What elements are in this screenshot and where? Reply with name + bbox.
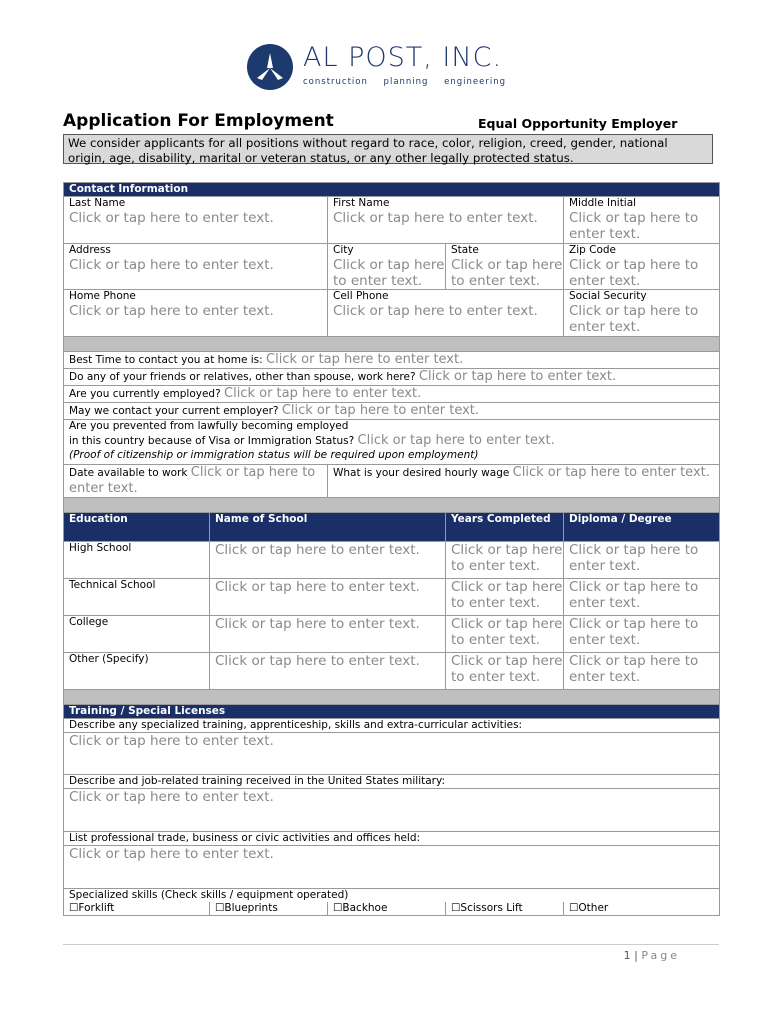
school-name-field[interactable]: Click or tap here to enter text.	[215, 542, 420, 558]
zip-label: Zip Code	[569, 244, 616, 256]
diploma-field[interactable]: Click or tap here to enter text.	[569, 616, 699, 648]
years-field[interactable]: Click or tap here to enter text.	[451, 542, 563, 574]
diploma-header: Diploma / Degree	[564, 513, 720, 542]
training-question-1: Describe any specialized training, apprenticeship, skills and extra-curricular activities:	[64, 719, 720, 733]
employed-field[interactable]: Click or tap here to enter text.	[224, 386, 422, 401]
employed-label: Are you currently employed?	[69, 388, 221, 400]
training-field-1[interactable]: Click or tap here to enter text.	[69, 733, 274, 749]
skill-checkbox-scissors-lift[interactable]: ☐Scissors Lift	[446, 902, 564, 916]
logo-tagline: construction planning engineering	[303, 77, 507, 87]
training-question-3: List professional trade, business or civic activities and offices held:	[64, 832, 720, 846]
training-question-2: Describe and job-related training received in the United States military:	[64, 775, 720, 789]
skill-checkbox-backhoe[interactable]: ☐Backhoe	[328, 902, 446, 916]
friends-field[interactable]: Click or tap here to enter text.	[418, 369, 617, 384]
years-field[interactable]: Click or tap here to enter text.	[451, 653, 563, 685]
section-divider	[64, 337, 720, 352]
skill-checkbox-blueprints[interactable]: ☐Blueprints	[210, 902, 328, 916]
diploma-field[interactable]: Click or tap here to enter text.	[569, 579, 699, 611]
city-field[interactable]: Click or tap here to enter text.	[333, 257, 445, 289]
first-name-field[interactable]: Click or tap here to enter text.	[333, 210, 538, 226]
training-field-3[interactable]: Click or tap here to enter text.	[69, 846, 274, 862]
logo-emblem	[247, 44, 293, 90]
school-name-field[interactable]: Click or tap here to enter text.	[215, 616, 420, 632]
eoe-statement: We consider applicants for all positions without regard to race, color, religion, creed, gender, national origin, age, disability, marital or veteran status, or any other legally protected status.	[63, 134, 713, 164]
contact-employer-field[interactable]: Click or tap here to enter text.	[281, 403, 480, 418]
prevented-label-1: Are you prevented from lawfully becoming employed	[69, 420, 349, 432]
education-row-label: Technical School	[64, 579, 210, 616]
last-name-field[interactable]: Click or tap here to enter text.	[69, 210, 274, 226]
middle-initial-field[interactable]: Click or tap here to enter text.	[569, 210, 699, 242]
years-completed-header: Years Completed	[446, 513, 564, 542]
education-row-label: High School	[64, 542, 210, 579]
ssn-field[interactable]: Click or tap here to enter text.	[569, 303, 699, 335]
years-field[interactable]: Click or tap here to enter text.	[451, 579, 563, 611]
address-label: Address	[69, 244, 111, 256]
date-available-field[interactable]: Click or tap here to enter text.	[69, 465, 316, 496]
training-section-header: Training / Special Licenses	[64, 705, 720, 719]
home-phone-label: Home Phone	[69, 290, 136, 302]
footer-divider	[63, 944, 719, 945]
middle-initial-label: Middle Initial	[569, 197, 637, 209]
hourly-wage-label: What is your desired hourly wage	[333, 467, 510, 479]
section-divider	[64, 690, 720, 705]
skill-checkbox-forklift[interactable]: ☐Forklift	[64, 902, 210, 916]
page-number	[624, 949, 680, 962]
page-word: Page	[641, 949, 680, 962]
page-title: Application For Employment	[63, 111, 334, 131]
best-time-field[interactable]: Click or tap here to enter text.	[266, 352, 464, 367]
eoe-label: Equal Opportunity Employer	[478, 116, 678, 131]
logo-name: AL POST, INC.	[303, 42, 503, 73]
cell-phone-label: Cell Phone	[333, 290, 389, 302]
city-label: City	[333, 244, 354, 256]
last-name-label: Last Name	[69, 197, 126, 209]
proof-note: (Proof of citizenship or immigration status will be required upon employment)	[69, 449, 479, 461]
page-separator: |	[634, 949, 638, 962]
state-field[interactable]: Click or tap here to enter text.	[451, 257, 563, 289]
page-number-value: 1	[623, 949, 631, 962]
zip-field[interactable]: Click or tap here to enter text.	[569, 257, 699, 289]
date-available-label: Date available to work	[69, 467, 188, 479]
prevented-field[interactable]: Click or tap here to enter text.	[357, 433, 555, 448]
education-row-label: College	[64, 616, 210, 653]
address-field[interactable]: Click or tap here to enter text.	[69, 257, 274, 273]
skill-checkbox-other[interactable]: ☐Other	[564, 902, 720, 916]
prevented-label-2: in this country because of Visa or Immigration Status?	[69, 435, 355, 447]
school-name-field[interactable]: Click or tap here to enter text.	[215, 653, 420, 669]
home-phone-field[interactable]: Click or tap here to enter text.	[69, 303, 274, 319]
training-field-2[interactable]: Click or tap here to enter text.	[69, 789, 274, 805]
education-header: Education	[64, 513, 210, 542]
skills-label: Specialized skills (Check skills / equipment operated)	[64, 889, 720, 903]
state-label: State	[451, 244, 479, 256]
section-divider	[64, 498, 720, 513]
school-name-header: Name of School	[210, 513, 446, 542]
education-row-label: Other (Specify)	[64, 653, 210, 690]
contact-section-header: Contact Information	[64, 183, 720, 197]
contact-employer-label: May we contact your current employer?	[69, 405, 279, 417]
ssn-label: Social Security	[569, 290, 647, 302]
school-name-field[interactable]: Click or tap here to enter text.	[215, 579, 420, 595]
diploma-field[interactable]: Click or tap here to enter text.	[569, 653, 699, 685]
friends-label: Do any of your friends or relatives, other than spouse, work here?	[69, 371, 416, 383]
years-field[interactable]: Click or tap here to enter text.	[451, 616, 563, 648]
hourly-wage-field[interactable]: Click or tap here to enter text.	[512, 465, 710, 480]
best-time-label: Best Time to contact you at home is:	[69, 354, 263, 366]
first-name-label: First Name	[333, 197, 390, 209]
diploma-field[interactable]: Click or tap here to enter text.	[569, 542, 699, 574]
application-form	[63, 182, 720, 916]
cell-phone-field[interactable]: Click or tap here to enter text.	[333, 303, 538, 319]
